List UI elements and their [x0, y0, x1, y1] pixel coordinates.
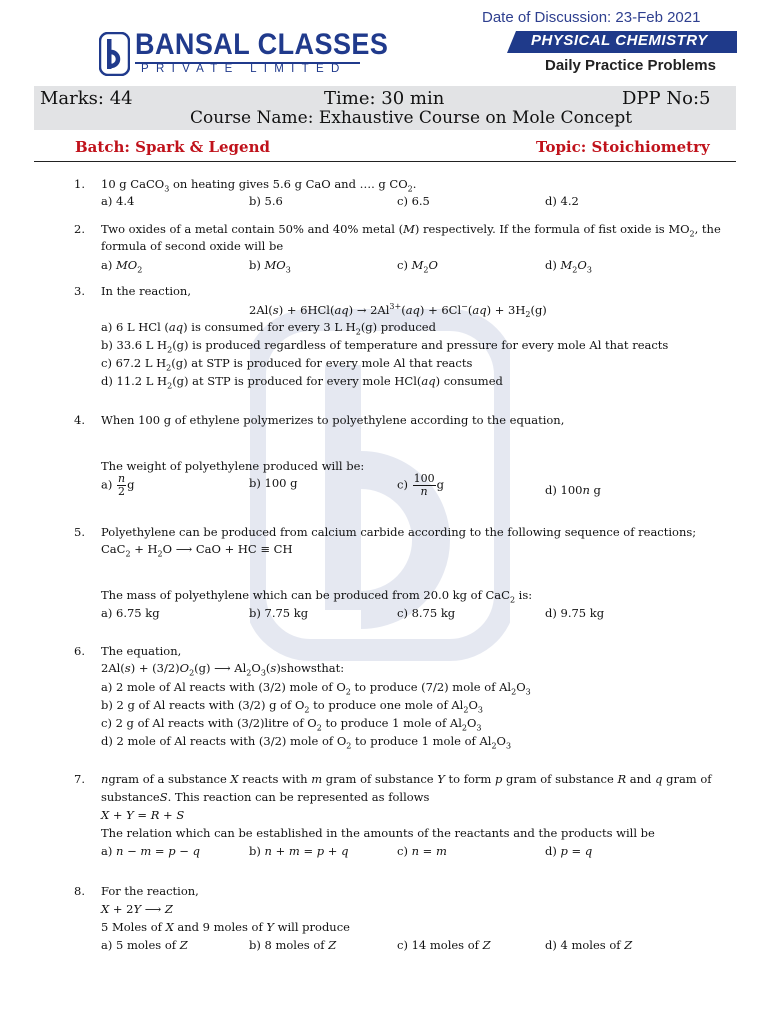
option-b[interactable]: b) n + m = p + q [249, 844, 349, 858]
time-label: Time: 30 min [324, 88, 445, 109]
option-d[interactable]: d) 11.2 L $H_2(g)$ at STP is produced for every mole HCl(aq) consumed [101, 374, 503, 391]
question-text-cont: 5 Moles of X and 9 moles of Y will produce [101, 920, 350, 934]
question-text-cont: The weight of polyethylene produced will be: [101, 459, 365, 473]
option-a[interactable]: a) 6.75 kg [101, 606, 160, 620]
question-number: 2. [74, 222, 85, 236]
discussion-date: Date of Discussion: 23-Feb 2021 [482, 9, 701, 26]
question-text-cont: The relation which can be established in the amounts of the reactants and the products will be [101, 826, 655, 840]
question-text-cont: The mass of polyethylene which can be produced from 20.0 kg of CaC$_2$ is: [101, 588, 533, 605]
option-c[interactable]: c) 2 g of Al reacts with (3/2)litre of $O_2$ to produce 1 mole of $Al_2O_3$ [101, 716, 482, 733]
reaction-equation: X + Y = R + S [101, 808, 185, 822]
option-a[interactable]: a) 5 moles of Z [101, 938, 188, 952]
option-d[interactable]: d) p = q [545, 844, 593, 858]
dpp-number: DPP No:5 [622, 88, 711, 109]
question-text: When 100 g of ethylene polymerizes to polyethylene according to the equation, [101, 413, 565, 427]
subject-banner-text: PHYSICAL CHEMISTRY [531, 32, 708, 49]
reaction-equation: $2Al(s) + (3/2)O_2(g)$ ⟶ $Al_2O_3(s)showsthat$: [101, 661, 345, 678]
batch-label: Batch: Spark & Legend [75, 138, 270, 156]
option-a[interactable]: a) $\frac{n}{2}$ g [101, 472, 135, 498]
option-c[interactable]: c) n = m [397, 844, 447, 858]
option-c[interactable]: c) 6.5 [397, 194, 430, 208]
option-b[interactable]: b) 100 g [249, 476, 298, 490]
option-c[interactable]: c) 8.75 kg [397, 606, 456, 620]
reaction-equation: $CaC_2 + H_2O$ ⟶ CaO + HC ≡ CH [101, 542, 293, 559]
question-number: 5. [74, 525, 85, 539]
option-a[interactable]: a) n − m = p − q [101, 844, 200, 858]
question-text: 10 g CaCO$_3$ on heating gives 5.6 g CaO and …. g $CO_2$. [101, 177, 417, 194]
option-c[interactable]: c) 14 moles of Z [397, 938, 491, 952]
option-b[interactable]: b) 7.75 kg [249, 606, 309, 620]
option-c[interactable]: c) $\frac{100}{n}$ g [397, 472, 444, 498]
option-c[interactable]: c) 67.2 L $H_2(g)$ at STP is produced for every mole Al that reacts [101, 356, 473, 373]
brand-name: BANSAL CLASSES [135, 28, 389, 61]
option-a[interactable]: a) 2 mole of Al reacts with (3/2) mole of $O_2$ to produce (7/2) mole of $Al_2O_3$ [101, 680, 531, 697]
option-b[interactable]: b) 2 g of Al reacts with (3/2) g of $O_2$ to produce one mole of $Al_2O_3$ [101, 698, 483, 715]
question-number: 8. [74, 884, 85, 898]
question-text: ngram of a substance X reacts with m gram of substance Y to form p gram of substance R and q gram of [101, 772, 712, 786]
course-name: Course Name: Exhaustive Course on Mole Concept [190, 108, 633, 128]
option-d[interactable]: d) 4 moles of Z [545, 938, 633, 952]
question-number: 7. [74, 772, 85, 786]
header-rule [34, 161, 736, 162]
option-b[interactable]: b) 8 moles of Z [249, 938, 337, 952]
question-text: Polyethylene can be produced from calcium carbide according to the following sequence of reactions; [101, 525, 697, 539]
option-b[interactable]: b) 33.6 L $H_2(g)$ is produced regardless of temperature and pressure for every mole Al that reacts [101, 338, 669, 355]
option-a[interactable]: a) 6 L HCl (aq) is consumed for every 3 L $H_2(g)$ produced [101, 320, 436, 337]
question-text-cont: substanceS. This reaction can be represented as follows [101, 790, 430, 804]
option-d[interactable]: d) 2 mole of Al reacts with (3/2) mole of $O_2$ to produce 1 mole of $Al_2O_3$ [101, 734, 512, 751]
bansal-logo-icon [99, 32, 130, 76]
brand-subtitle: PRIVATE LIMITED [141, 63, 347, 75]
question-number: 4. [74, 413, 85, 427]
marks-label: Marks: 44 [40, 88, 133, 109]
option-d[interactable]: d) $M_2O_3$ [545, 258, 592, 275]
option-b[interactable]: b) $MO_3$ [249, 258, 291, 275]
question-text: In the reaction, [101, 284, 191, 298]
question-text-cont: formula of second oxide will be [101, 239, 284, 253]
option-b[interactable]: b) 5.6 [249, 194, 283, 208]
reaction-equation: $2Al(s) + 6HCl(aq) \to 2Al^{3+}(aq) + 6Cl^-(aq) + 3H_2(g)$ [249, 302, 547, 320]
option-c[interactable]: c) $M_2O$ [397, 258, 438, 275]
option-d[interactable]: d) 4.2 [545, 194, 579, 208]
option-a[interactable]: a) $MO_2$ [101, 258, 143, 275]
option-d[interactable]: d) 9.75 kg [545, 606, 605, 620]
option-a[interactable]: a) 4.4 [101, 194, 135, 208]
question-number: 1. [74, 177, 85, 191]
question-text: Two oxides of a metal contain 50% and 40% metal (M) respectively. If the formula of fist oxide is $MO_2$, the [101, 222, 721, 239]
topic-label: Topic: Stoichiometry [536, 138, 710, 156]
question-text: For the reaction, [101, 884, 199, 898]
question-number: 3. [74, 284, 85, 298]
question-text: The equation, [101, 644, 182, 658]
dpp-title: Daily Practice Problems [545, 57, 716, 74]
reaction-equation: X + 2Y ⟶ Z [101, 902, 173, 916]
option-d[interactable]: d) 100n g [545, 483, 601, 497]
question-number: 6. [74, 644, 85, 658]
